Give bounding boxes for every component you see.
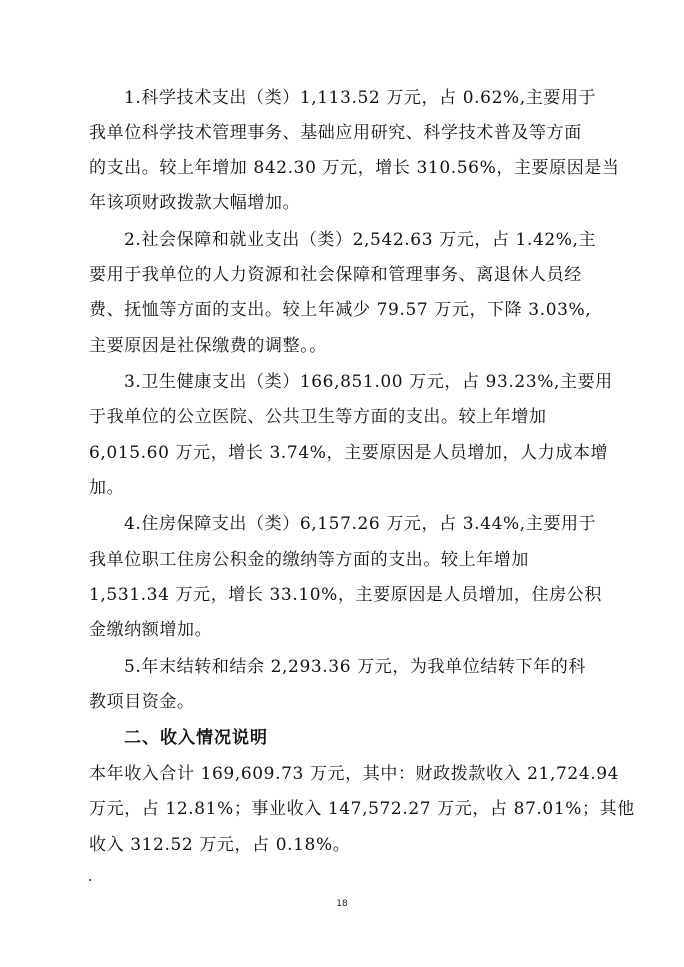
paragraph-3-line-1: 3.卫生健康支出（类）166,851.00 万元，占 93.23%,主要用 [124,372,613,392]
paragraph-2-line-2: 要用于我单位的人力资源和社会保障和管理事务、离退休人员经 [89,265,582,285]
paragraph-1-line-4: 年该项财政拨款大幅增加。 [89,193,301,213]
paragraph-4-line-3: 1,531.34 万元，增长 33.10%，主要原因是人员增加，住房公积 [89,585,602,605]
paragraph-2-line-1: 2.社会保障和就业支出（类）2,542.63 万元，占 1.42%,主 [124,230,597,250]
section-heading: 二、收入情况说明 [124,728,268,748]
paragraph-1-line-1: 1.科学技术支出（类）1,113.52 万元，占 0.62%,主要用于 [124,88,597,108]
paragraph-5-line-2: 教项目资金。 [89,692,195,712]
paragraph-1-line-3: 的支出。较上年增加 842.30 万元，增长 310.56%，主要原因是当 [89,158,620,178]
paragraph-4-line-2: 我单位职工住房公积金的缴纳等方面的支出。较上年增加 [89,550,529,570]
paragraph-3-line-4: 加。 [89,478,125,498]
income-line-3: 收入 312.52 万元，占 0.18%。 [89,835,351,855]
paragraph-4-line-1: 4.住房保障支出（类）6,157.26 万元，占 3.44%,主要用于 [124,514,597,534]
paragraph-1-line-2: 我单位科学技术管理事务、基础应用研究、科学技术普及等方面 [89,123,582,143]
income-line-1: 本年收入合计 169,609.73 万元，其中：财政拨款收入 21,724.94 [89,764,620,784]
income-line-2: 万元，占 12.81%；事业收入 147,572.27 万元，占 87.01%；其他 [89,799,635,819]
paragraph-2-line-3: 费、抚恤等方面的支出。较上年减少 79.57 万元，下降 3.03%, [89,300,592,320]
paragraph-3-line-2: 于我单位的公立医院、公共卫生等方面的支出。较上年增加 [89,407,547,427]
paragraph-4-line-4: 金缴纳额增加。 [89,620,213,640]
page-mark [89,879,91,881]
paragraph-5-line-1: 5.年末结转和结余 2,293.36 万元，为我单位结转下年的科 [124,657,586,677]
paragraph-2-line-4: 主要原因是社保缴费的调整。。 [89,336,327,356]
paragraph-3-line-3: 6,015.60 万元，增长 3.74%，主要原因是人员增加，人力成本增 [89,443,609,463]
page-number: 18 [336,899,348,909]
